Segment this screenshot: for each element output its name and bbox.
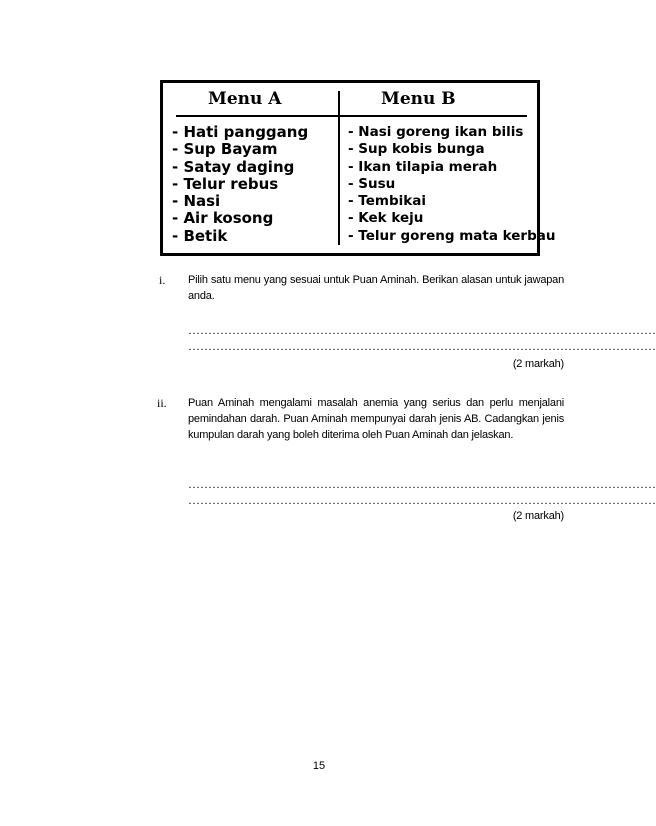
menu-b-item: - Sup kobis bunga — [348, 141, 485, 158]
menu-b-item: - Telur goreng mata kerbau — [348, 227, 556, 244]
menu-b-item: - Nasi goreng ikan bilis — [348, 124, 524, 140]
menu-b-list — [348, 124, 555, 245]
question-text: Pilih satu menu yang sesuai untuk Puan Aminah. Berikan alasan untuk jawapan anda. — [188, 274, 564, 302]
answer-line[interactable]: ……………………………………………………………………………………………………… — [188, 339, 656, 353]
menu-b-item: - Susu — [348, 175, 396, 192]
menu-column-divider — [338, 91, 340, 245]
answer-line[interactable]: ……………………………………………………………………………………………………… — [188, 493, 656, 507]
answer-line[interactable]: ……………………………………………………………………………………………………… — [188, 323, 656, 337]
marks-label: (2 markah) — [512, 510, 564, 522]
menu-b-item: - Ikan tilapia merah — [348, 158, 498, 175]
marks-label: (2 markah) — [512, 358, 564, 370]
menu-a-item: - Hati panggang — [172, 123, 309, 141]
menu-a-title: Menu A — [208, 89, 282, 109]
menu-a-item: - Betik — [172, 226, 228, 245]
menu-b-item: - Kek keju — [348, 210, 424, 227]
menu-a-item: - Satay daging — [172, 157, 295, 176]
menu-a-item: - Nasi — [172, 192, 221, 211]
page-number: 15 — [312, 760, 326, 772]
menu-b-item: - Tembikai — [348, 193, 426, 210]
menu-b-title: Menu B — [381, 89, 456, 109]
menu-a-item: - Telur rebus — [172, 174, 279, 193]
menu-header-divider — [176, 115, 527, 117]
menu-table — [160, 80, 556, 256]
question-text: Puan Aminah mengalami masalah anemia yang serius dan perlu menjalani pemindahan darah. Puan Aminah mempunyai darah jenis AB. Cadangkan jenis kumpulan darah yang boleh diterima oleh Puan Aminah dan jelaskan. — [188, 397, 564, 441]
menu-a-list — [172, 124, 308, 245]
menu-a-item: - Sup Bayam — [172, 140, 278, 159]
question-number: i. — [159, 273, 166, 287]
answer-line[interactable]: ……………………………………………………………………………………………………… — [188, 477, 656, 491]
question-number: ii. — [157, 396, 167, 410]
menu-a-item: - Air kosong — [172, 209, 274, 228]
